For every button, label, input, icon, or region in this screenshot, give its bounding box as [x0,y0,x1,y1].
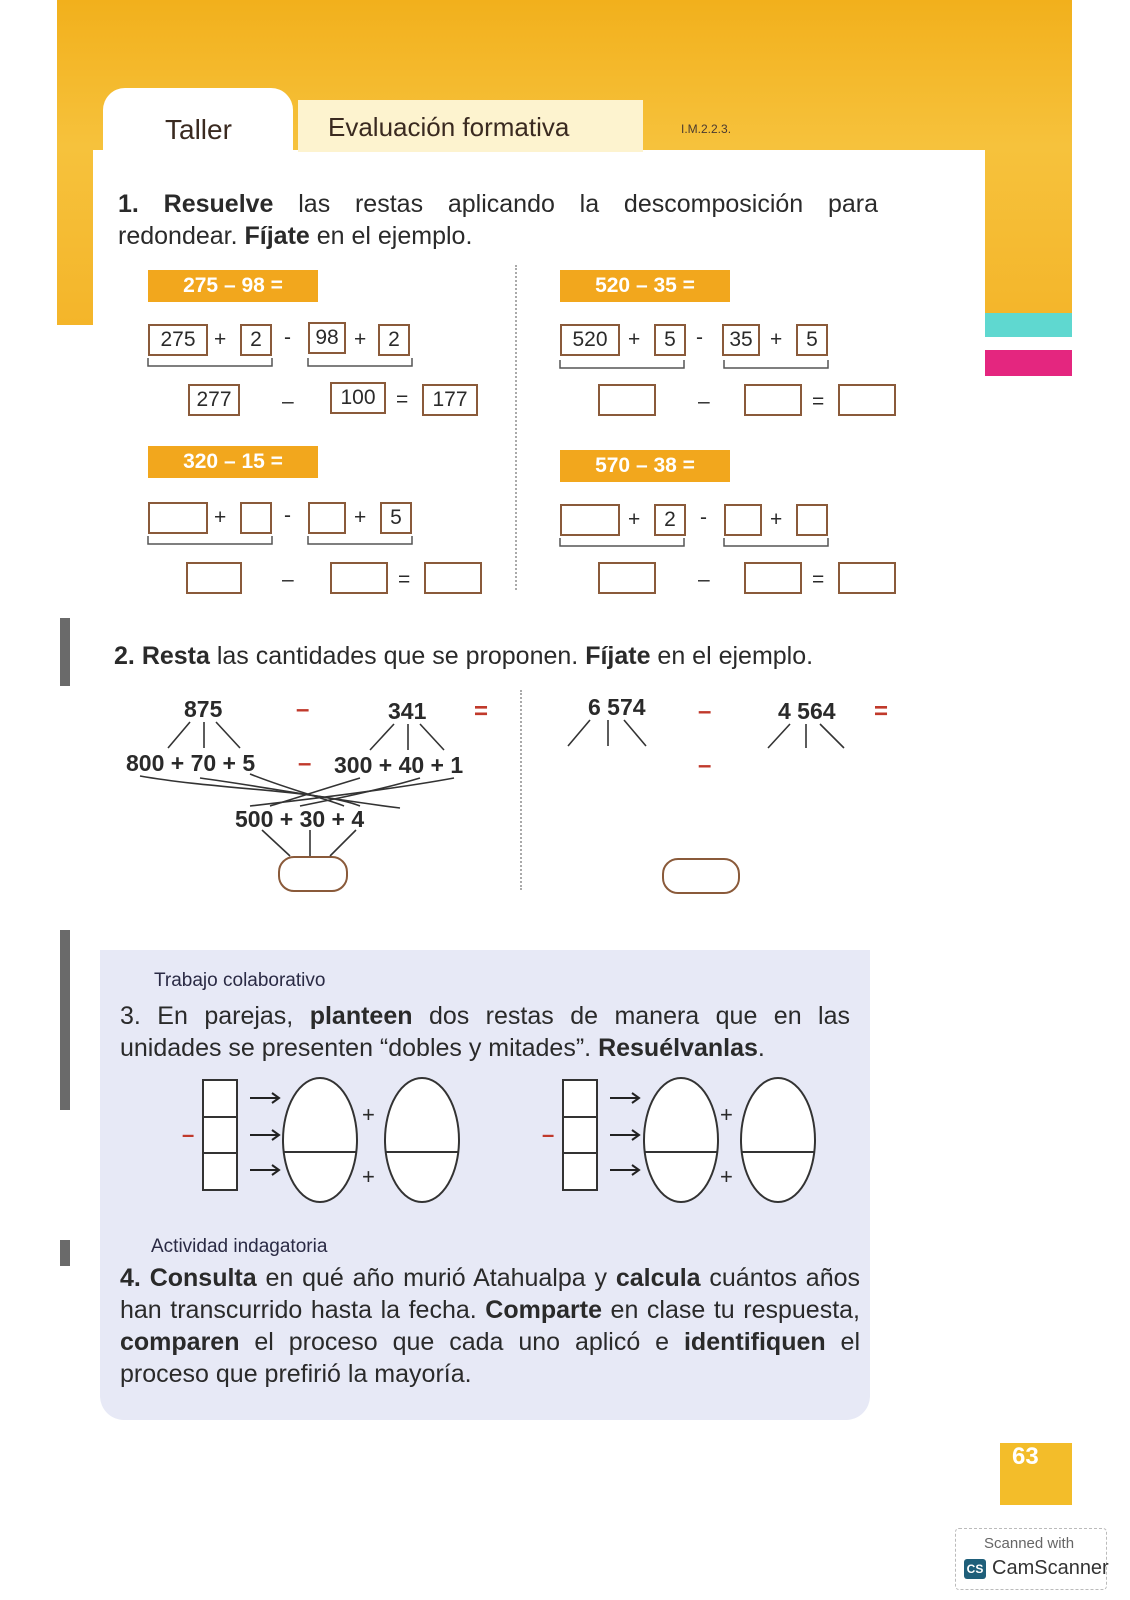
ex1-result: 177 [422,384,478,416]
q1-bold2: Fíjate [244,222,310,250]
ex2-eq: = [812,390,825,413]
q2-right-eq: = [874,698,889,725]
q3-plus-bottom-left: + [362,1164,375,1189]
ex2-box-b: 5 [654,324,686,356]
q4-bold4: comparen [120,1328,240,1356]
ex3-plus: + [214,506,227,529]
q4-bold2: calcula [615,1264,701,1292]
ex4-minus: - [700,506,707,529]
q2-left-sum: 500 + 30 + 4 [235,806,365,832]
camscanner-watermark [955,1528,1107,1590]
q3-text3: . [757,1034,765,1062]
ex2-dash: – [698,390,710,413]
q4-text1: en qué año murió Atahualpa y [256,1264,616,1292]
q4-text5: el proceso que prefirió la mayoría. [120,1328,861,1388]
ex3-eq: = [398,568,411,591]
ex3-plus2: + [354,506,367,529]
ex3-minus: - [284,504,291,527]
q2-left-minus2: – [298,750,312,777]
ex1-box-a: 275 [148,324,208,356]
q3-minus-left: – [182,1122,195,1147]
q3-bold1: planteen [309,1002,413,1030]
ex3-dash: – [282,568,294,591]
ex1-box-b: 2 [240,324,272,356]
ex2-plus: + [628,328,641,351]
ex2-box-c: 35 [722,324,760,356]
ex1-r1: 277 [188,384,240,416]
q2-left-n2: 341 [388,698,427,724]
page-number: 63 [1012,1443,1039,1470]
ex1-eq: = [396,388,409,411]
q2-left-minus: – [296,696,310,723]
ex2-box-d: 5 [796,324,828,356]
q3-plus-top-right: + [720,1102,733,1127]
ex2-box-a: 520 [560,324,620,356]
ex2-plus2: + [770,328,783,351]
q2-left-eq: = [474,698,489,725]
ex2-minus: - [696,326,703,349]
q2-left-d1: 800 + 70 + 5 [126,750,256,776]
q1-number: 1. [118,190,139,218]
q3-bold2: Resuélvanlas [598,1034,758,1062]
scanner-line1: Scanned with [984,1535,1075,1552]
q3-number: 3. [120,1002,141,1030]
q2-right-minus: – [698,698,712,725]
q4-bold3: Comparte [485,1296,602,1324]
ex3-title: 320 – 15 = [148,446,318,478]
tab-evaluacion-label: Evaluación formativa [328,112,570,142]
ex1-title: 275 – 98 = [148,270,318,302]
q4-text2: cuántos años han transcurrido hasta la fecha. [120,1264,860,1324]
q1-bold1: Resuelve [163,190,274,218]
q2-right-n1: 6 574 [588,694,646,720]
ex4-box-b: 2 [654,504,686,536]
q3-text2: dos restas de manera que en las unidades se presenten “dobles y mitades”. [120,1002,851,1062]
q4-label: Actividad indagatoria [151,1236,328,1257]
ex1-minus: - [284,326,291,349]
q2-bold2: Fíjate [585,642,651,670]
q2-bold1: Resta [141,642,210,670]
q2-right-minus2: – [698,752,712,779]
q4-bold1: Consulta [149,1264,257,1292]
tab-taller-label: Taller [165,114,232,145]
q2-number: 2. [114,642,135,670]
ex1-plus2: + [354,328,367,351]
q4-bold5: identifiquen [683,1328,826,1356]
q3-plus-bottom-right: + [720,1164,733,1189]
q4-text3: en clase tu respuesta, [601,1296,860,1324]
q2-text2: en el ejemplo. [650,642,814,670]
ex4-title: 570 – 38 = [560,450,730,482]
q3-minus-right: – [542,1122,555,1147]
q3-plus-top-left: + [362,1102,375,1127]
ex4-plus2: + [770,508,783,531]
scanner-line2: CamScanner [992,1557,1109,1579]
ex1-box-d: 2 [378,324,410,356]
q2-left-n1: 875 [184,696,223,722]
q1-text1: las restas aplicando la descomposición para redondear. [118,190,878,250]
ex1-plus: + [214,328,227,351]
ex1-dash: – [282,390,294,413]
q3-text1: En parejas, [140,1002,310,1030]
q3-label: Trabajo colaborativo [154,970,326,991]
ex4-eq: = [812,568,825,591]
q2-right-n2: 4 564 [778,698,836,724]
ex4-plus: + [628,508,641,531]
ex1-r2: 100 [330,382,386,414]
ex3-box-d: 5 [380,502,412,534]
q4-number: 4. [120,1264,141,1292]
q4-instruction [120,1262,860,1390]
q2-text1: las cantidades que se proponen. [209,642,586,670]
ex4-dash: – [698,568,710,591]
curriculum-code: I.M.2.2.3. [681,122,732,136]
q2-left-d2: 300 + 40 + 1 [334,752,464,778]
camscanner-logo-icon: CS [964,1559,986,1579]
ex2-title: 520 – 35 = [560,270,730,302]
q4-text4: el proceso que cada uno aplicó e [239,1328,684,1356]
q1-text2: en el ejemplo. [309,222,473,250]
ex1-box-c: 98 [308,322,346,354]
